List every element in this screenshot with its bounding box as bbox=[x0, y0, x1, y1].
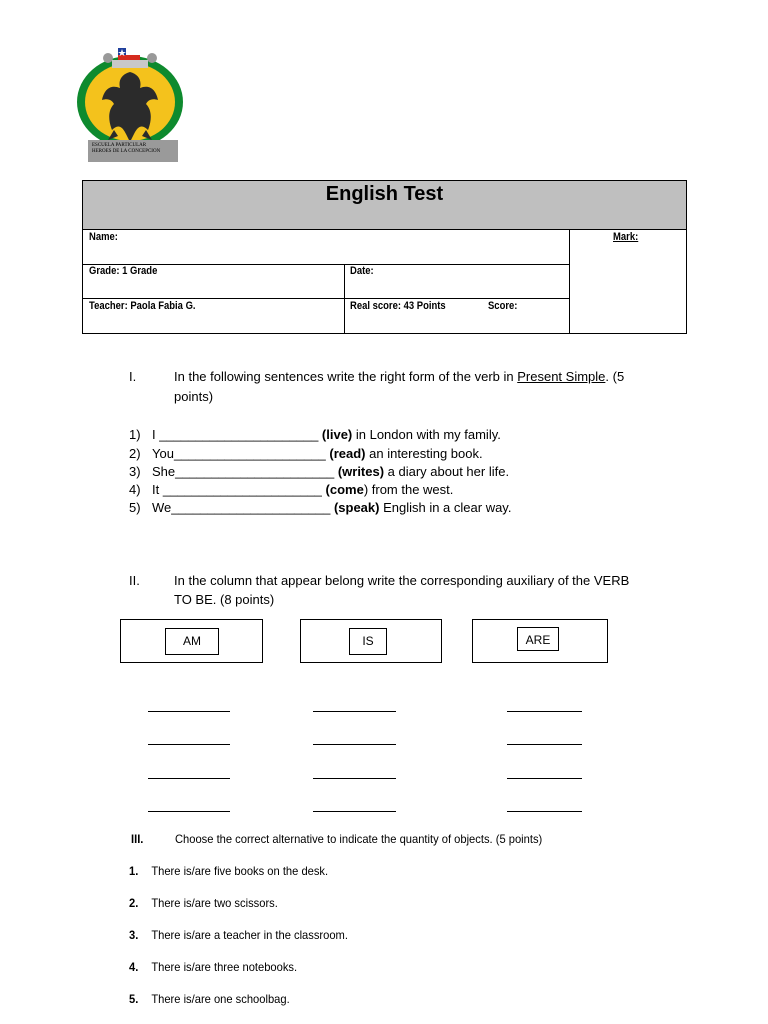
mark-field[interactable]: Mark: bbox=[613, 231, 639, 243]
list-item[interactable]: 1. There is/are five books on the desk. bbox=[129, 864, 329, 878]
answer-blank[interactable] bbox=[148, 811, 230, 812]
section2-instruction-a: In the column that appear belong write the corresponding auxiliary of the VERB bbox=[174, 573, 630, 588]
page-title: English Test bbox=[325, 183, 444, 205]
score-field[interactable]: Score: bbox=[488, 300, 518, 312]
answer-blank[interactable] bbox=[313, 811, 396, 812]
am-label: AM bbox=[165, 628, 219, 655]
answer-blank[interactable] bbox=[313, 778, 396, 779]
section3-numeral: III. bbox=[131, 832, 144, 846]
list-item[interactable]: 2) You_____________________ (read) an interesting book. bbox=[129, 446, 483, 461]
real-score-field: Real score: 43 Points bbox=[350, 300, 446, 312]
are-label: ARE bbox=[517, 627, 559, 651]
date-field[interactable]: Date: bbox=[350, 265, 374, 277]
list-item[interactable]: 2. There is/are two scissors. bbox=[129, 896, 278, 910]
answer-blank[interactable] bbox=[148, 778, 230, 779]
divider bbox=[344, 264, 345, 334]
logo-caption-line1: ESCUELA PARTICULAR bbox=[92, 143, 147, 148]
section2-instruction-b: TO BE. (8 points) bbox=[174, 592, 275, 607]
logo-caption bbox=[88, 140, 178, 162]
is-label: IS bbox=[349, 628, 387, 655]
answer-blank[interactable] bbox=[313, 744, 396, 745]
answer-blank[interactable] bbox=[507, 778, 582, 779]
section1-instruction bbox=[174, 369, 624, 384]
divider bbox=[83, 298, 569, 299]
answer-blank[interactable] bbox=[148, 744, 230, 745]
answer-blank[interactable] bbox=[313, 711, 396, 712]
answer-blank[interactable] bbox=[507, 744, 582, 745]
present-simple-label: Present Simple bbox=[517, 369, 606, 384]
grade-field: Grade: 1 Grade bbox=[89, 265, 158, 277]
answer-blank[interactable] bbox=[507, 811, 582, 812]
section3-instruction: Choose the correct alternative to indicate the quantity of objects. (5 points) bbox=[175, 832, 543, 846]
list-item[interactable]: 4) It ______________________ (come) from the west. bbox=[129, 482, 454, 497]
list-item[interactable]: 1) I ______________________ (live) in London with my family. bbox=[129, 427, 501, 442]
logo-caption-line2: HEROES DE LA CONCEPCION bbox=[92, 149, 161, 154]
section1-instruction-a: In the following sentences write the right form of the verb in bbox=[174, 369, 518, 384]
column-am bbox=[120, 619, 263, 663]
column-are bbox=[472, 619, 608, 663]
answer-blank[interactable] bbox=[148, 711, 230, 712]
title-band bbox=[83, 181, 686, 230]
divider bbox=[569, 230, 570, 334]
section1-numeral: I. bbox=[129, 369, 137, 384]
name-field[interactable]: Name: bbox=[89, 231, 118, 243]
header-table bbox=[82, 180, 687, 334]
list-item[interactable]: 5. There is/are one schoolbag. bbox=[129, 992, 290, 1006]
section1-instruction-b: . (5 bbox=[605, 369, 625, 384]
teacher-field: Teacher: Paola Fabia G. bbox=[89, 300, 196, 312]
list-item[interactable]: 3. There is/are a teacher in the classroom. bbox=[129, 928, 348, 942]
section1-instruction-c: points) bbox=[174, 389, 214, 404]
answer-blank[interactable] bbox=[507, 711, 582, 712]
list-item[interactable]: 4. There is/are three notebooks. bbox=[129, 960, 298, 974]
list-item[interactable]: 5) We______________________ (speak) English in a clear way. bbox=[129, 500, 512, 515]
list-item[interactable]: 3) She______________________ (writes) a diary about her life. bbox=[129, 464, 510, 479]
column-is bbox=[300, 619, 442, 663]
section2-numeral: II. bbox=[129, 573, 140, 588]
